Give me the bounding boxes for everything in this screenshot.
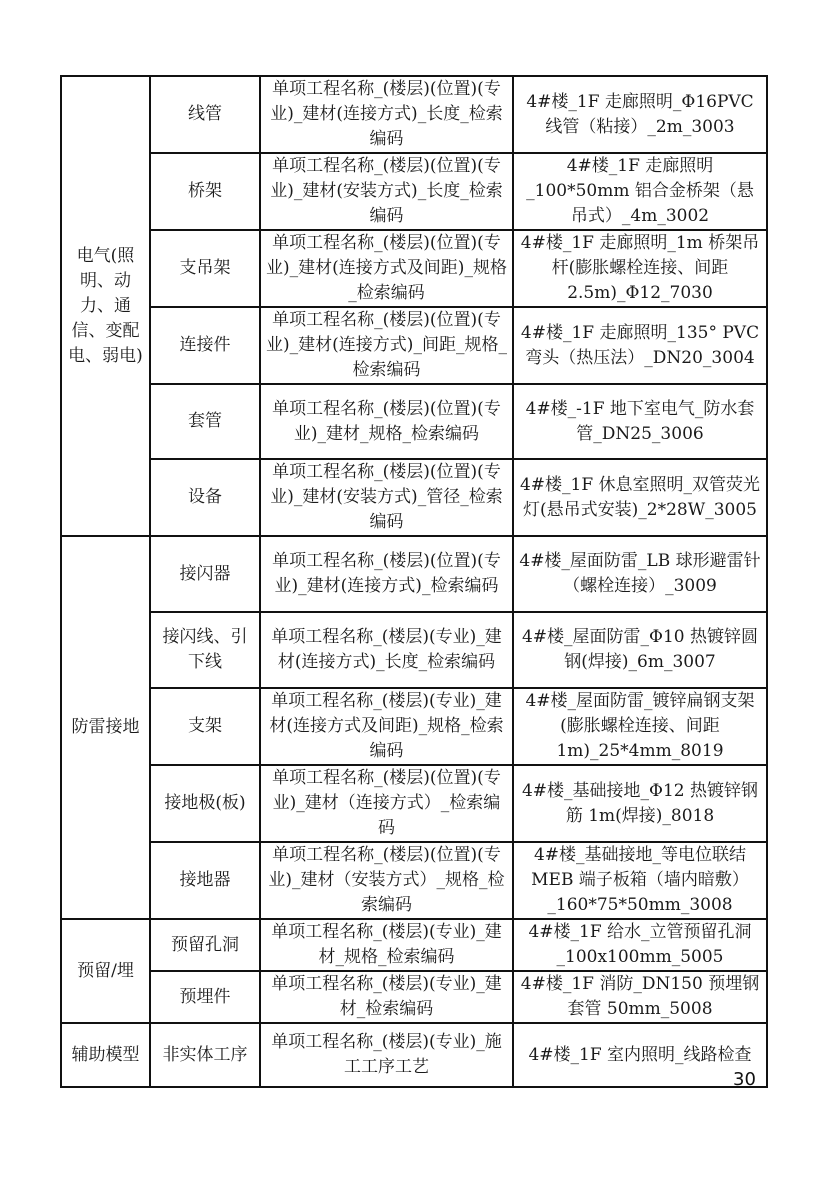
example-cell: 4#楼_屋面防雷_Φ10 热镀锌圆钢(焊接)_6m_3007 bbox=[513, 612, 767, 688]
category-cell: 预留/埋 bbox=[61, 919, 150, 1023]
table-row bbox=[61, 842, 767, 919]
format-cell: 单项工程名称_(楼层)(专业)_建材_检索编码 bbox=[260, 971, 513, 1023]
item-cell: 接闪器 bbox=[150, 536, 260, 612]
category-cell: 辅助模型 bbox=[61, 1023, 150, 1087]
category-cell: 电气(照明、动力、通信、变配电、弱电) bbox=[61, 76, 150, 536]
example-cell: 4#楼_1F 走廊照明_100*50mm 铝合金桥架（悬吊式）_4m_3002 bbox=[513, 153, 767, 230]
category-cell: 防雷接地 bbox=[61, 536, 150, 919]
item-cell: 非实体工序 bbox=[150, 1023, 260, 1087]
item-cell: 预留孔洞 bbox=[150, 919, 260, 971]
format-cell: 单项工程名称_(楼层)(位置)(专业)_建材(连接方式)_检索编码 bbox=[260, 536, 513, 612]
item-cell: 设备 bbox=[150, 459, 260, 536]
table-row bbox=[61, 459, 767, 536]
item-cell: 支架 bbox=[150, 688, 260, 765]
table-row bbox=[61, 76, 767, 153]
example-cell: 4#楼_1F 消防_DN150 预埋钢套管 50mm_5008 bbox=[513, 971, 767, 1023]
example-cell: 4#楼_-1F 地下室电气_防水套管_DN25_3006 bbox=[513, 384, 767, 459]
table-row bbox=[61, 919, 767, 971]
table-row bbox=[61, 688, 767, 765]
format-cell: 单项工程名称_(楼层)(专业)_建材(连接方式及间距)_规格_检索编码 bbox=[260, 688, 513, 765]
table-row bbox=[61, 384, 767, 459]
table-row bbox=[61, 230, 767, 307]
example-cell: 4#楼_1F 休息室照明_双管荧光灯(悬吊式安装)_2*28W_3005 bbox=[513, 459, 767, 536]
format-cell: 单项工程名称_(楼层)(位置)(专业)_建材_规格_检索编码 bbox=[260, 384, 513, 459]
table-row bbox=[61, 536, 767, 612]
example-cell: 4#楼_1F 走廊照明_1m 桥架吊杆(膨胀螺栓连接、间距 2.5m)_Φ12_7030 bbox=[513, 230, 767, 307]
format-cell: 单项工程名称_(楼层)(专业)_建材_规格_检索编码 bbox=[260, 919, 513, 971]
format-cell: 单项工程名称_(楼层)(专业)_建材(连接方式)_长度_检索编码 bbox=[260, 612, 513, 688]
page-number: 30 bbox=[733, 1069, 756, 1090]
table-row bbox=[61, 971, 767, 1023]
format-cell: 单项工程名称_(楼层)(位置)(专业)_建材(连接方式)_间距_规格_检索编码 bbox=[260, 307, 513, 384]
item-cell: 接闪线、引下线 bbox=[150, 612, 260, 688]
format-cell: 单项工程名称_(楼层)(位置)(专业)_建材（安装方式）_规格_检索编码 bbox=[260, 842, 513, 919]
example-cell: 4#楼_屋面防雷_LB 球形避雷针（螺栓连接）_3009 bbox=[513, 536, 767, 612]
item-cell: 线管 bbox=[150, 76, 260, 153]
example-cell: 4#楼_基础接地_等电位联结 MEB 端子板箱（墙内暗敷）_160*75*50mm_3008 bbox=[513, 842, 767, 919]
item-cell: 接地极(板) bbox=[150, 765, 260, 842]
item-cell: 支吊架 bbox=[150, 230, 260, 307]
item-cell: 套管 bbox=[150, 384, 260, 459]
format-cell: 单项工程名称_(楼层)(位置)(专业)_建材(安装方式)_长度_检索编码 bbox=[260, 153, 513, 230]
format-cell: 单项工程名称_(楼层)(位置)(专业)_建材（连接方式）_检索编码 bbox=[260, 765, 513, 842]
table-row bbox=[61, 765, 767, 842]
table-row bbox=[61, 153, 767, 230]
naming-convention-table bbox=[60, 75, 768, 1088]
example-cell: 4#楼_基础接地_Φ12 热镀锌钢筋 1m(焊接)_8018 bbox=[513, 765, 767, 842]
item-cell: 接地器 bbox=[150, 842, 260, 919]
item-cell: 连接件 bbox=[150, 307, 260, 384]
example-cell: 4#楼_1F 走廊照明_135° PVC 弯头（热压法）_DN20_3004 bbox=[513, 307, 767, 384]
example-cell: 4#楼_屋面防雷_镀锌扁钢支架(膨胀螺栓连接、间距 1m)_25*4mm_8019 bbox=[513, 688, 767, 765]
table-row bbox=[61, 612, 767, 688]
format-cell: 单项工程名称_(楼层)(位置)(专业)_建材(安装方式)_管径_检索编码 bbox=[260, 459, 513, 536]
table-row bbox=[61, 307, 767, 384]
item-cell: 预埋件 bbox=[150, 971, 260, 1023]
example-cell: 4#楼_1F 走廊照明_Φ16PVC 线管（粘接）_2m_3003 bbox=[513, 76, 767, 153]
table-row bbox=[61, 1023, 767, 1087]
example-cell: 4#楼_1F 室内照明_线路检查 bbox=[513, 1023, 767, 1087]
example-cell: 4#楼_1F 给水_立管预留孔洞_100x100mm_5005 bbox=[513, 919, 767, 971]
format-cell: 单项工程名称_(楼层)(专业)_施工工序工艺 bbox=[260, 1023, 513, 1087]
format-cell: 单项工程名称_(楼层)(位置)(专业)_建材(连接方式及间距)_规格_检索编码 bbox=[260, 230, 513, 307]
item-cell: 桥架 bbox=[150, 153, 260, 230]
format-cell: 单项工程名称_(楼层)(位置)(专业)_建材(连接方式)_长度_检索编码 bbox=[260, 76, 513, 153]
